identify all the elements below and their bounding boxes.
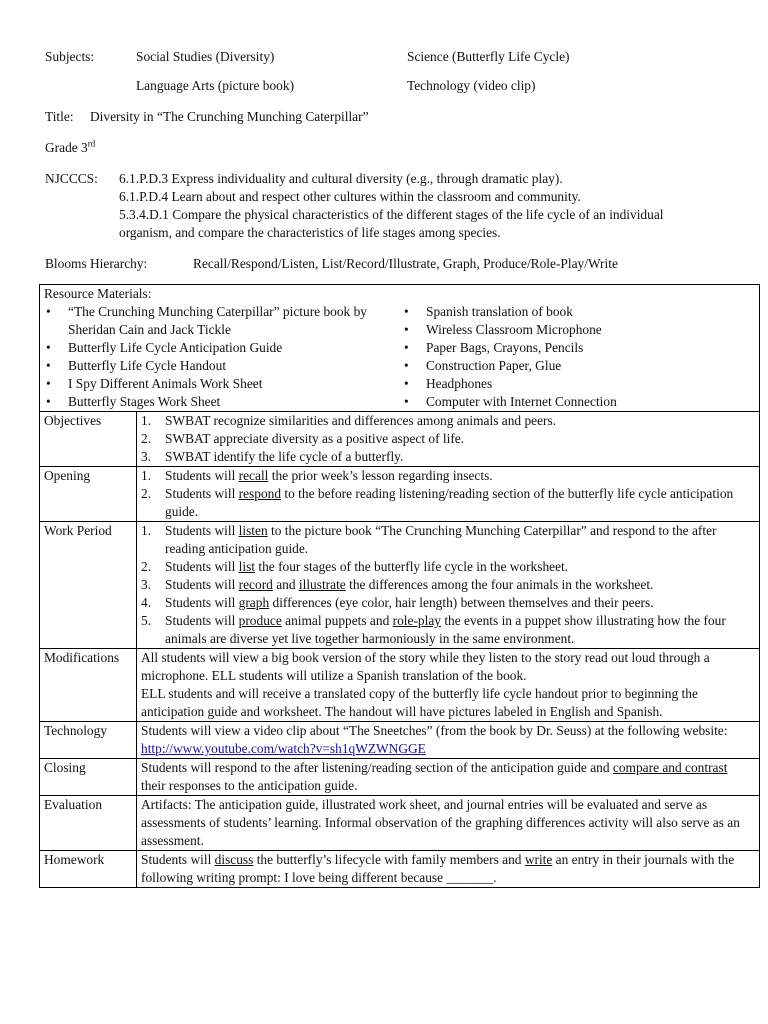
standard-1: 6.1.P.D.3 Express individuality and cultural diversity (e.g., through dramatic play). [119,171,563,186]
item-number: 2. [141,559,152,574]
homework-row [40,851,760,888]
item-text: SWBAT identify the life cycle of a butterfly. [165,449,404,464]
opening-label: Opening [40,467,137,522]
blooms-hierarchy: Recall/Respond/Listen, List/Record/Illustrate, Graph, Produce/Role-Play/Write [193,256,618,271]
work-period-row [40,522,760,649]
item-number: 3. [141,577,152,592]
resource-item: • “The Crunching Munching Caterpillar” picture book by Sheridan Cain and Jack Tickle [44,303,402,339]
work-period-cell [137,522,760,649]
technology-label: Technology [40,722,137,759]
prompt-blank: _______. [446,870,497,885]
modifications-cell [137,649,760,722]
resource-item: • Butterfly Stages Work Sheet [44,393,402,411]
action-verb: role-play [392,613,441,628]
resources-title: Resource Materials: [44,286,152,301]
technology-row [40,722,760,759]
resources-left-list [44,303,402,411]
list-item: 3. Students will record and illustrate the differences among the four animals in the worksheet. [141,577,654,592]
resource-item: • Wireless Classroom Microphone [402,321,617,339]
lesson-plan-table [39,284,760,888]
evaluation-cell: Artifacts: The anticipation guide, illustrated work sheet, and journal entries will be evaluated and serve as assessments of students’ learning. Informal observation of the graphing differences activity will also serve as an assessment. [137,796,760,851]
opening-cell [137,467,760,522]
action-verb: respond [238,486,282,501]
resources-right-list [402,303,617,411]
njcccs-label: NJCCCS: [45,171,98,186]
technology-text: Students will view a video clip about “The Sneetches” (from the book by Dr. Seuss) at the following website: [141,723,728,738]
homework-label: Homework [40,851,137,888]
item-number: 2. [141,486,152,501]
subjects-label: Subjects: [45,49,95,64]
evaluation-row [40,796,760,851]
list-item [141,448,755,466]
homework-cell: Students will discuss the butterfly’s lifecycle with family members and write an entry in their journals with the following writing prompt: I love being different because _______. [137,851,760,888]
resource-item: • Headphones [402,375,617,393]
resource-item: • Paper Bags, Crayons, Pencils [402,339,617,357]
action-verb: recall [238,468,269,483]
work-period-label: Work Period [40,522,137,649]
technology-cell [137,722,760,759]
closing-cell: Students will respond to the after listening/reading section of the anticipation guide and compare and contrast their responses to the anticipation guide. [137,759,760,796]
grade-label: Grade 3 [45,140,88,155]
list-item: 2. Students will list the four stages of the butterfly life cycle in the worksheet. [141,559,569,574]
list-item: 2. Students will respond to the before reading listening/reading section of the butterfly life cycle anticipation guide. [141,486,734,519]
list-item [141,430,755,448]
resource-item: • I Spy Different Animals Work Sheet [44,375,402,393]
item-number: 1. [141,523,152,538]
modifications-row [40,649,760,722]
grade-suffix: rd [87,138,96,149]
action-verb: graph [238,595,270,610]
item-number: 1. [141,468,152,483]
action-verb: listen [238,523,268,538]
objectives-row [40,412,760,467]
subject-social-studies: Social Studies (Diversity) [136,49,275,64]
resources-cell [40,285,760,412]
subject-technology: Technology (video clip) [407,78,536,93]
item-number: 2. [141,431,152,446]
action-verb: write [524,852,553,867]
subject-language-arts: Language Arts (picture book) [136,78,295,93]
action-verb: list [238,559,256,574]
item-number: 1. [141,413,152,428]
action-verb: record [238,577,273,592]
modifications-paragraph-2: ELL students and will receive a translated copy of the butterfly life cycle handout prior to beginning the anticipation guide and worksheet. The handout will have pictures labeled in English and Spanish. [141,686,698,719]
closing-row [40,759,760,796]
modifications-label: Modifications [40,649,137,722]
list-item [141,412,755,430]
standard-3: 5.3.4.D.1 Compare the physical characteristics of the different stages of the life cycle of an individual organism, and compare the characteristics of life stages among species. [119,207,664,240]
objectives-list [141,412,755,466]
resource-item: • Spanish translation of book [402,303,617,321]
evaluation-label: Evaluation [40,796,137,851]
resource-item: • Butterfly Life Cycle Anticipation Guide [44,339,402,357]
resource-item: • Construction Paper, Glue [402,357,617,375]
item-text: SWBAT appreciate diversity as a positive aspect of life. [165,431,465,446]
resources-columns [44,303,755,411]
opening-row [40,467,760,522]
work-period-list [141,522,755,648]
standard-2: 6.1.P.D.4 Learn about and respect other cultures within the classroom and community. [119,189,581,204]
action-verb: discuss [214,852,254,867]
resource-item: • Computer with Internet Connection [402,393,617,411]
grade [45,139,95,157]
list-item: 4. Students will graph differences (eye color, hair length) between themselves and their peers. [141,595,654,610]
subject-science: Science (Butterfly Life Cycle) [407,49,570,64]
opening-list [141,467,755,521]
item-number: 4. [141,595,152,610]
item-number: 3. [141,449,152,464]
closing-label: Closing [40,759,137,796]
objectives-label: Objectives [40,412,137,467]
title-label: Title: [45,109,74,124]
item-number: 5. [141,613,152,628]
list-item: 1. Students will listen to the picture book “The Crunching Munching Caterpillar” and respond to the after reading anticipation guide. [141,523,717,556]
list-item: 5. Students will produce animal puppets and role-play the events in a puppet show illustrating how the four animals are diverse yet live together harmoniously in the same environment. [141,613,726,646]
list-item: 1. Students will recall the prior week’s lesson regarding insects. [141,468,493,483]
video-link[interactable]: http://www.youtube.com/watch?v=sh1qWZWNGGE [141,741,426,756]
lesson-title: Diversity in “The Crunching Munching Caterpillar” [90,109,369,124]
resource-item: • Butterfly Life Cycle Handout [44,357,402,375]
modifications-paragraph-1: All students will view a big book version of the story while they listen to the story read out loud through a microphone. ELL students will utilize a Spanish translation of the book. [141,650,710,683]
blooms-label: Blooms Hierarchy: [45,256,148,271]
objectives-cell [137,412,760,467]
item-text: SWBAT recognize similarities and differences among animals and peers. [165,413,557,428]
action-verb: produce [238,613,282,628]
resources-row [40,285,760,412]
action-verb: illustrate [298,577,346,592]
action-verb: compare and contrast [612,760,728,775]
